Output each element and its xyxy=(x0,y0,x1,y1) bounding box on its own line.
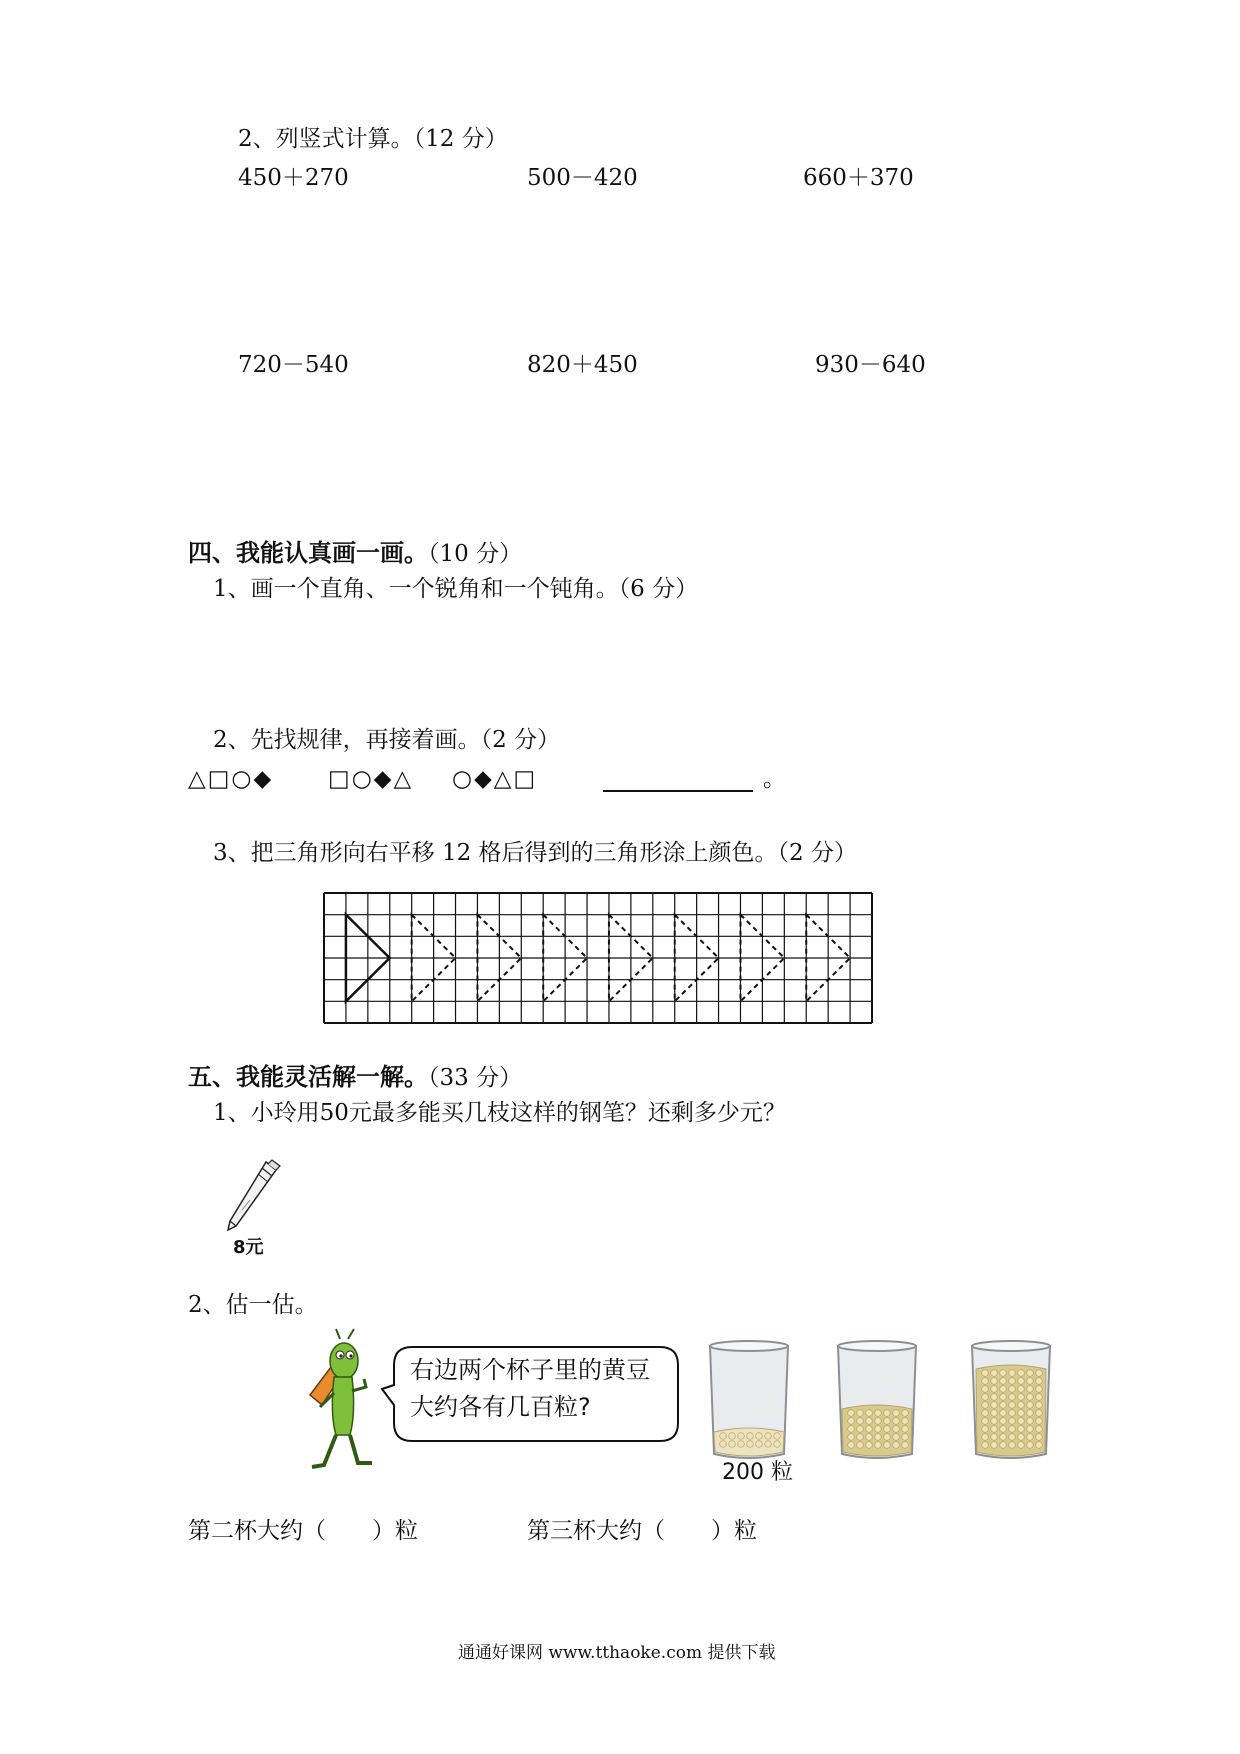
problem-5: 820＋450 xyxy=(527,352,638,378)
pattern-group-1: △□○◆ xyxy=(188,766,274,792)
bubble-line-1: 右边两个杯子里的黄豆 xyxy=(410,1356,650,1384)
q2-heading: 2、列竖式计算。（12 分） xyxy=(238,126,508,152)
section4-item3: 3、把三角形向右平移 12 格后得到的三角形涂上颜色。（2 分） xyxy=(213,840,857,866)
section4-heading xyxy=(188,538,522,569)
section5-heading xyxy=(188,1062,522,1093)
bean-cup-1 xyxy=(710,1341,788,1458)
problem-3: 660＋370 xyxy=(803,165,914,191)
cup1-label: 200 粒 xyxy=(722,1460,793,1485)
bean-cup-2 xyxy=(838,1341,916,1458)
section5-score: （33 分） xyxy=(428,1065,523,1091)
pattern-answer-line[interactable] xyxy=(603,790,753,792)
bean-cup-3 xyxy=(972,1341,1050,1458)
answer-cup2: 第二杯大约（ ）粒 xyxy=(188,1518,418,1544)
bean-cups xyxy=(710,1342,1070,1462)
bubble-line-2: 大约各有几百粒? xyxy=(410,1393,591,1421)
translation-grid xyxy=(324,893,872,1023)
problem-1: 450＋270 xyxy=(238,165,349,191)
problem-2: 500－420 xyxy=(527,165,638,191)
section4-item2: 2、先找规律，再接着画。（2 分） xyxy=(213,727,561,753)
pattern-end: 。 xyxy=(763,766,786,792)
pen-price: 8元 xyxy=(233,1237,264,1258)
problem-6: 930－640 xyxy=(815,352,926,378)
section5-item1: 1、小玲用50元最多能买几枝这样的钢笔？还剩多少元？ xyxy=(213,1100,786,1126)
pattern-group-2: □○◆△ xyxy=(328,766,414,792)
pen-image xyxy=(222,1160,282,1232)
grasshopper-character xyxy=(300,1335,380,1475)
section5-title: 五、我能灵活解一解。 xyxy=(188,1062,428,1091)
footer: 通通好课网 www.tthaoke.com 提供下载 xyxy=(458,1643,776,1663)
answer-cup3: 第三杯大约（ ）粒 xyxy=(527,1518,757,1544)
problem-4: 720－540 xyxy=(238,352,349,378)
pattern-group-3: ○◆△□ xyxy=(452,766,538,792)
section4-item1: 1、画一个直角、一个锐角和一个钝角。（6 分） xyxy=(213,576,699,602)
section4-title: 四、我能认真画一画。 xyxy=(188,538,428,567)
section4-score: （10 分） xyxy=(428,541,523,567)
section5-item2: 2、估一估。 xyxy=(188,1292,318,1318)
